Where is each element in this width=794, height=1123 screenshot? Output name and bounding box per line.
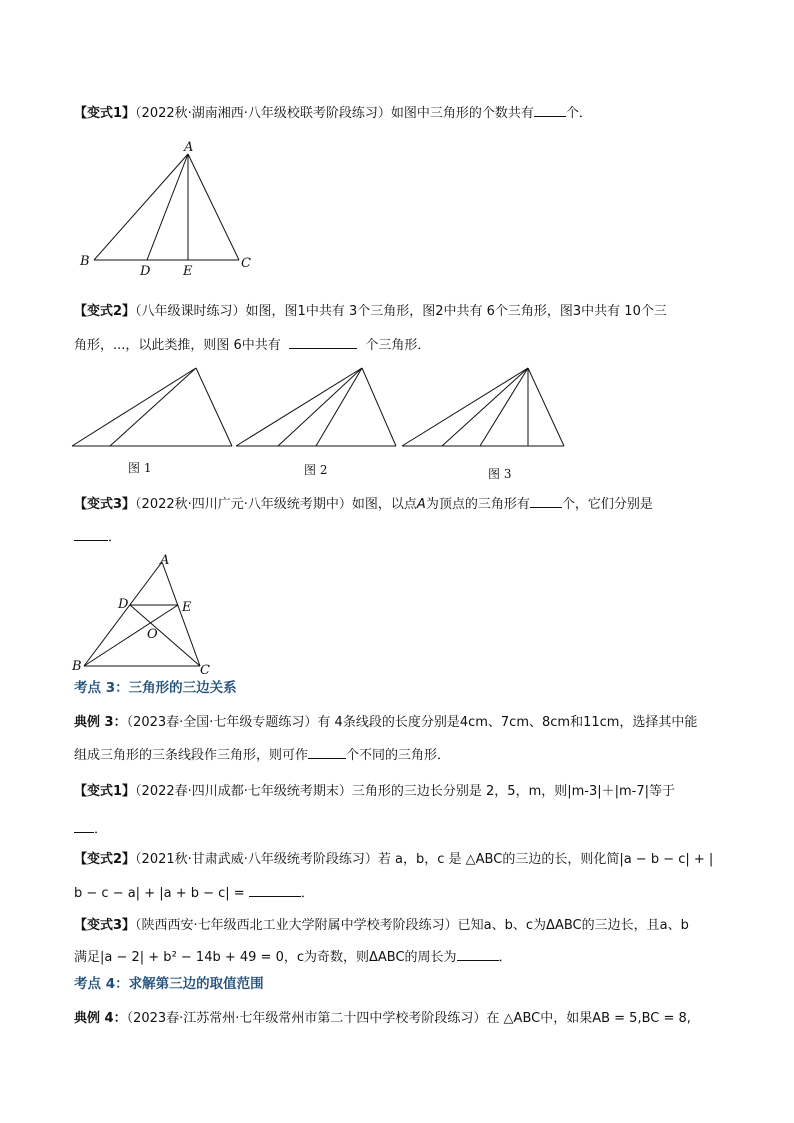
q2-caption-1: 图 1 (128, 461, 152, 475)
q2-triangle-figures (70, 364, 570, 484)
q3-label-c: C (200, 663, 210, 678)
ex3-line2 (74, 746, 450, 765)
v32-tag: 【变式2】 (74, 852, 136, 867)
q2-line1 (74, 303, 667, 321)
v31-line1 (74, 783, 675, 801)
q1-label-d: D (140, 264, 151, 279)
q1-tag: 【变式1】 (74, 106, 136, 121)
q3-line1 (74, 495, 653, 514)
q3-point-a: A (416, 497, 426, 512)
ex3-text2b: 个不同的三角形． (346, 748, 451, 763)
q2-caption-3: 图 3 (488, 467, 512, 481)
q1-label-a: A (184, 140, 194, 155)
v33-blank (457, 948, 499, 961)
q3-text1b: 为顶点的三角形有 (425, 497, 530, 512)
q2-text2a: 角形，...，以此类推，则图 6中共有 (74, 338, 281, 353)
v32-line2 (74, 884, 314, 903)
q1-text: （2022秋·湖南湘西·八年级校联考阶段练习）如图中三角形的个数共有 (135, 106, 534, 121)
q3-label-e: E (182, 600, 192, 615)
ex4-tag: 典例 4： (74, 1011, 127, 1026)
q3-blank-list (74, 528, 108, 541)
q1-end: 个． (565, 106, 592, 121)
ex3-tag: 典例 3： (74, 715, 127, 730)
v33-text2b: ． (498, 950, 512, 965)
ex4-line1 (74, 1010, 691, 1028)
q1-label-b: B (80, 254, 90, 269)
ex3-text2a: 组成三角形的三条线段作三角形，则可作 (74, 748, 309, 763)
kp3-heading: 考点 3：三角形的三边关系 (74, 680, 237, 696)
v32-text2b: ． (300, 886, 314, 901)
q1-triangle-figure (74, 138, 264, 280)
q3-text1a: （2022秋·四川广元·八年级统考期中）如图，以点 (135, 497, 417, 512)
q2-tag: 【变式2】 (74, 304, 136, 319)
q3-label-d: D (118, 597, 129, 612)
q2-blank (289, 336, 357, 349)
v33-text1: （陕西西安·七年级西北工业大学附属中学校考阶段练习）已知a、b、c为ΔABC的三边长，且a、b (135, 918, 689, 933)
q3-triangle-figure (70, 552, 220, 678)
q3-text1c: 个，它们分别是 (561, 497, 653, 512)
v32-text2a: b − c − a| + |a + b − c| = (74, 886, 245, 901)
q1-label-c: C (241, 256, 251, 271)
q3-blank-count (530, 495, 562, 508)
v33-line2 (74, 948, 512, 967)
v31-line2 (74, 820, 107, 839)
q3-line2 (74, 528, 121, 547)
ex4-text1: （2023春·江苏常州·七年级常州市第二十四中学校考阶段练习）在 △ABC中，如果AB = 5,BC = 8, (126, 1011, 691, 1026)
ex3-blank (308, 746, 346, 759)
v33-line1 (74, 917, 689, 935)
q3-label-o: O (147, 627, 158, 642)
v31-text2: ． (94, 822, 108, 837)
q1-label-e: E (183, 264, 193, 279)
v31-text1: （2022春·四川成都·七年级统考期末）三角形的三边长分别是 2，5，m，则|m-3|＋|m-7|等于 (135, 784, 676, 799)
q2-text2b: 个三角形． (365, 338, 431, 353)
v32-line1 (74, 851, 713, 869)
v31-tag: 【变式1】 (74, 784, 136, 799)
v33-tag: 【变式3】 (74, 918, 136, 933)
q3-text2: ． (108, 530, 122, 545)
v33-text2a: 满足|a − 2| + b² − 14b + 49 = 0，c为奇数，则ΔABC的周长为 (74, 950, 457, 965)
ex3-line1 (74, 714, 697, 732)
v32-text1: （2021秋·甘肃武威·八年级统考阶段练习）若 a，b，c 是 △ABC的三边的长，则化简|a − b − c| + | (135, 852, 714, 867)
kp4-heading: 考点 4：求解第三边的取值范围 (74, 976, 264, 992)
q3-tag: 【变式3】 (74, 497, 136, 512)
q2-caption-2: 图 2 (304, 463, 328, 477)
q1-blank (534, 104, 566, 117)
ex3-text1: （2023春·全国·七年级专题练习）有 4条线段的长度分别是4cm、7cm、8cm和11cm，选择其中能 (126, 715, 698, 730)
q3-label-a: A (160, 553, 170, 568)
q2-text1: （八年级课时练习）如图，图1中共有 3个三角形，图2中共有 6个三角形，图3中共有 10个三 (135, 304, 667, 319)
v31-blank (74, 820, 94, 833)
q3-label-b: B (72, 659, 82, 674)
q1-line (74, 104, 592, 123)
v32-blank (249, 884, 301, 897)
q2-line2 (74, 336, 430, 355)
